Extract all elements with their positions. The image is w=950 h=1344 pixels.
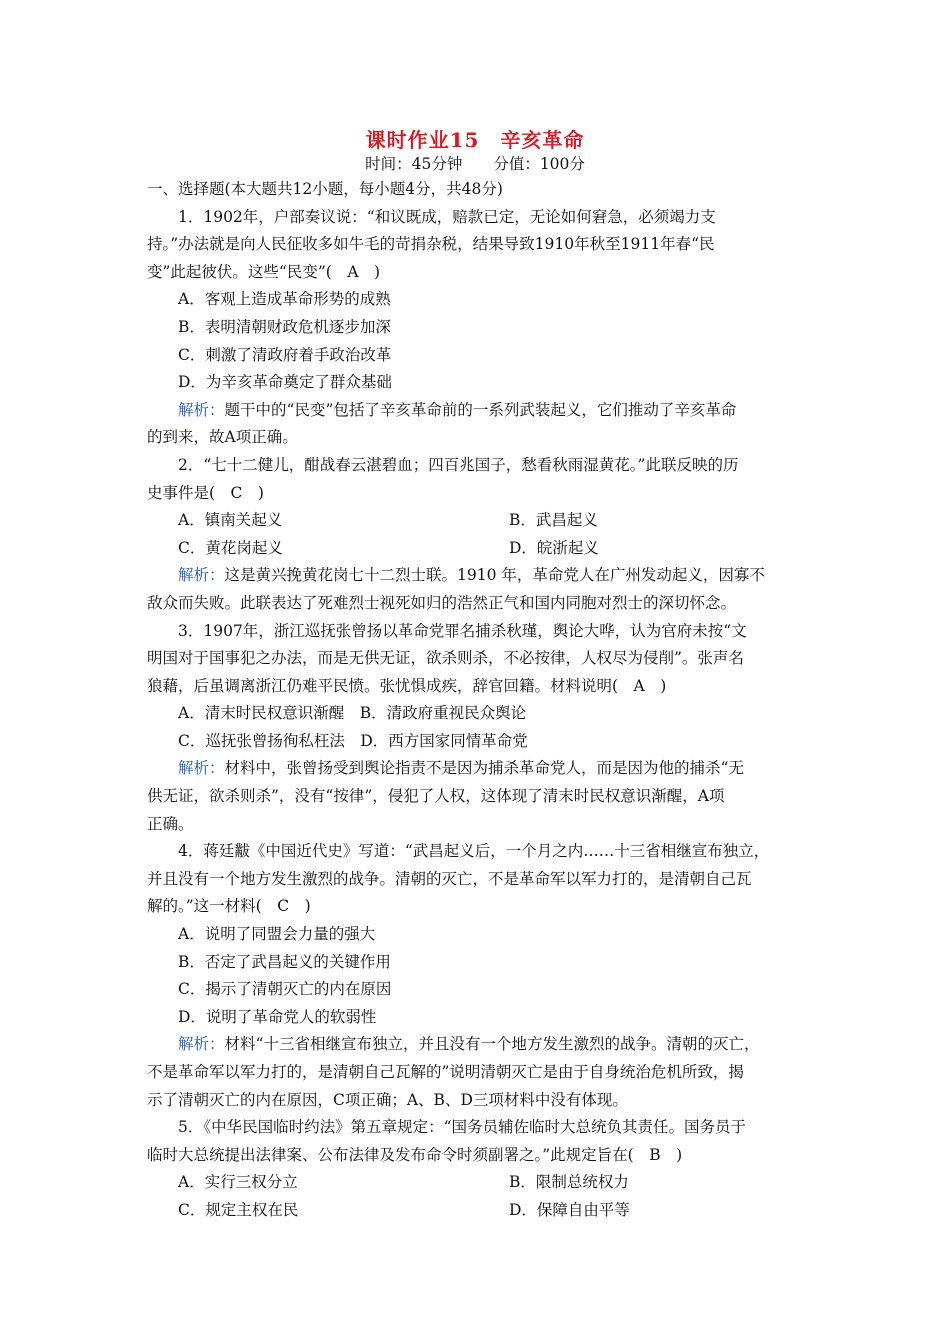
option-d: D．保障自由平等 [509, 1200, 630, 1219]
analysis-line [147, 1031, 807, 1059]
option-d: D．为辛亥革命奠定了群众基础 [178, 373, 392, 392]
option-b: B．表明清朝财政危机逐步加深 [178, 317, 391, 336]
analysis-line: 不是革命军以军力打的，是清朝自己瓦解的”说明清朝灭亡是由于自身统治危机所致，揭 [147, 1063, 744, 1081]
option-c: C．刺激了清政府着手政治改革 [178, 345, 392, 364]
analysis-line: 供无证，欲杀则杀”，没有“按律”，侵犯了人权，这体现了清末时民权意识渐醒，A项 [147, 787, 725, 806]
option-row [147, 535, 807, 563]
analysis-line [147, 397, 807, 425]
option-a: A．说明了同盟会力量的强大 [178, 925, 376, 944]
question-stem-line: 并且没有一个地方发生激烈的战争。清朝的灭亡，不是革命军以军力打的，是清朝自己瓦 [147, 869, 752, 888]
analysis-text: 题干中的“民变”包括了辛亥革命前的一系列武装起义，它们推动了辛亥革命 [224, 400, 737, 419]
option-row: C．巡抚张曾扬徇私枉法 D．西方国家同情革命党 [178, 731, 528, 750]
question-stem-line: 史事件是( C ) [147, 483, 264, 502]
question-2 [147, 452, 807, 618]
analysis-line: 的到来，故A项正确。 [147, 428, 298, 447]
question-stem-line: 1．1902年，户部奏议说：“和议既成，赔款已定，无论如何窘急，必须竭力支 [178, 207, 716, 226]
analysis-label: 解析： [178, 1035, 225, 1054]
question-stem-line: 4．蒋廷黻《中国近代史》写道：“武昌起义后，一个月之内……十三省相继宣布独立， [178, 842, 770, 861]
option-a: A．镇南关起义 [178, 511, 283, 530]
analysis-label: 解析： [178, 759, 225, 778]
question-content [147, 176, 807, 1225]
page-title: 课时作业15 辛亥革命 [365, 128, 585, 152]
question-stem-line: 狼藉，后虽调离浙江仍难平民愤。张忧惧成疾，辞官回籍。材料说明( A ) [147, 676, 667, 695]
question-5 [147, 1114, 807, 1224]
question-stem-line: 解的。”这一材料( C ) [147, 897, 311, 916]
question-stem-line: 持。”办法就是向人民征收多如牛毛的苛捐杂税，结果导致1910年秋至1911年春“民 [147, 235, 715, 254]
analysis-text: 材料中，张曾扬受到舆论指责不是因为捕杀革命党人，而是因为他的捕杀“无 [224, 759, 744, 778]
option-d: D．皖浙起义 [509, 538, 599, 557]
option-row [147, 507, 807, 535]
option-d: D．说明了革命党人的软弱性 [178, 1007, 377, 1026]
analysis-text: 这是黄兴挽黄花岗七十二烈士联。1910 年，革命党人在广州发动起义，因寡不 [224, 566, 765, 585]
option-row [147, 1169, 807, 1197]
question-1 [147, 204, 807, 452]
analysis-line [147, 755, 807, 783]
option-a: A．客观上造成革命形势的成熟 [178, 290, 391, 309]
option-row [147, 1197, 807, 1225]
option-b: B．限制总统权力 [509, 1173, 629, 1192]
question-stem-line: 2．“七十二健儿，酣战春云湛碧血；四百兆国子，愁看秋雨湿黄花。”此联反映的历 [178, 455, 739, 474]
option-b: B．武昌起义 [509, 511, 598, 530]
option-a: A．实行三权分立 [178, 1173, 298, 1192]
question-stem-line: 3．1907年，浙江巡抚张曾扬以革命党罪名捕杀秋瑾，舆论大哗，认为官府未按“文 [178, 621, 747, 640]
option-c: C．黄花岗起义 [178, 538, 283, 557]
analysis-line: 示了清朝灭亡的内在原因，C项正确；A、B、D三项材料中没有体现。 [147, 1090, 628, 1109]
analysis-line: 正确。 [147, 814, 194, 833]
analysis-line [147, 562, 807, 590]
analysis-text: 材料“十三省相继宣布独立，并且没有一个地方发生激烈的战争。清朝的灭亡， [224, 1035, 760, 1054]
option-row: A．清末时民权意识渐醒 B．清政府重视民众舆论 [178, 704, 527, 723]
question-4 [147, 838, 807, 1114]
question-stem-line: 临时大总统提出法律案、公布法律及发布命令时须副署之。”此规定旨在( B ) [147, 1145, 683, 1164]
question-stem-line: 明国对于国事犯之办法，而是无供无证，欲杀则杀，不必按律，人权尽为侵削”。张声名 [147, 649, 744, 668]
analysis-line: 敌众而失败。此联表达了死难烈士视死如归的浩然正气和国内同胞对烈士的深切怀念。 [147, 593, 737, 612]
option-b: B．否定了武昌起义的关键作用 [178, 952, 391, 971]
question-3 [147, 618, 807, 839]
analysis-label: 解析： [178, 400, 225, 419]
option-c: C．规定主权在民 [178, 1200, 299, 1219]
question-stem-line: 变”此起彼伏。这些“民变”( A ) [147, 262, 381, 281]
question-stem-line: 5．《中华民国临时约法》第五章规定：“国务员辅佐临时大总统负其责任。国务员于 [178, 1118, 747, 1137]
analysis-label: 解析： [178, 566, 225, 585]
time-score-info: 时间：45分钟 分值：100分 [365, 155, 585, 173]
section-heading: 一、选择题(本大题共12小题，每小题4分，共48分) [147, 180, 503, 198]
option-c: C．揭示了清朝灭亡的内在原因 [178, 980, 392, 999]
